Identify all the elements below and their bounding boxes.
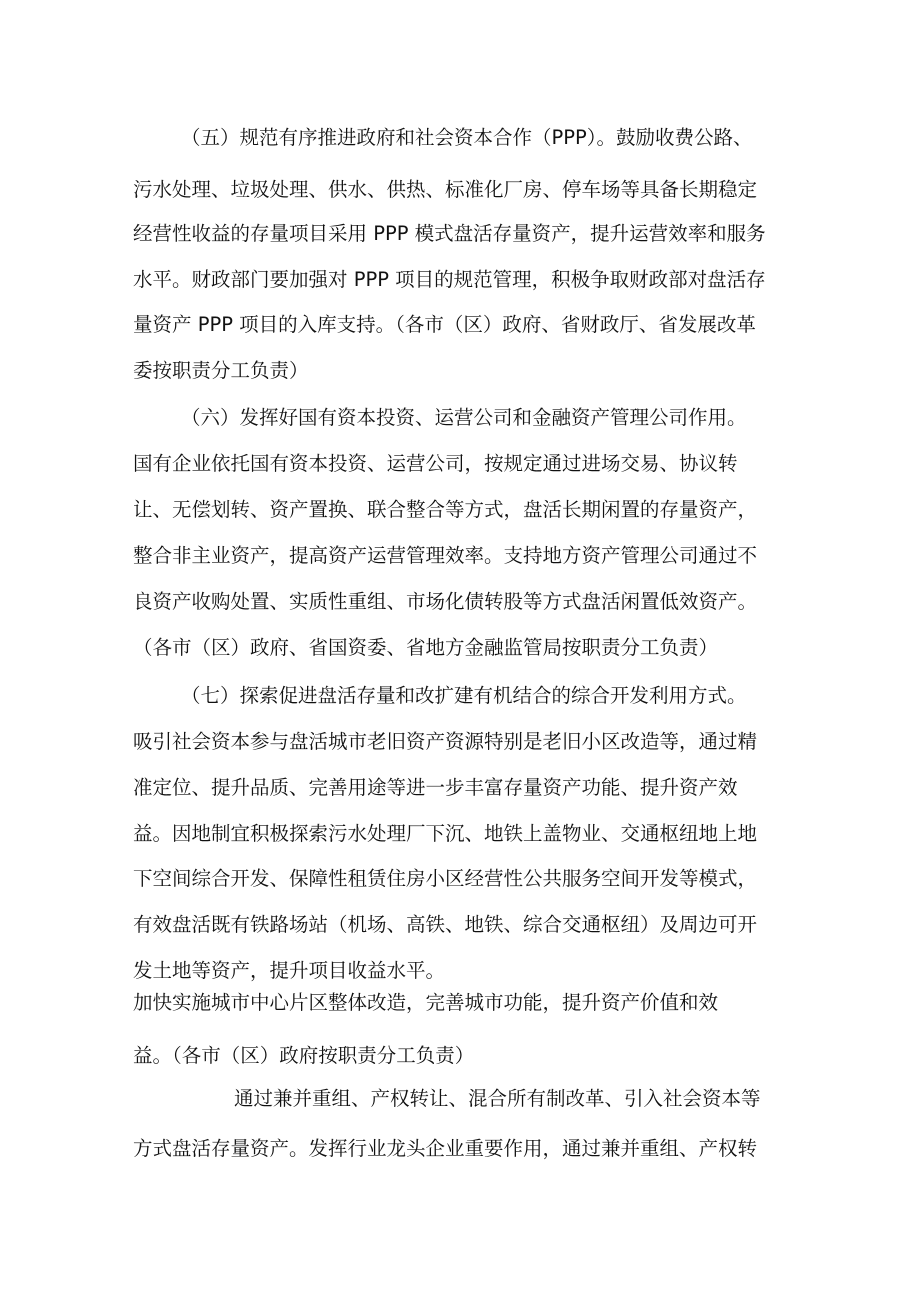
- paragraph-8-line-1: 加快实施城市中心片区整体改造，完善城市功能，提升资产价值和效: [133, 991, 719, 1014]
- paragraph-9-line-2: 方式盘活存量资产。发挥行业龙头企业重要作用，通过兼并重组、产权转: [133, 1137, 758, 1160]
- paragraph-6-line-6: （各市（区）政府、省国资委、省地方金融监管局按职责分工负责）: [133, 636, 719, 659]
- paragraph-6-line-1: （六）发挥好国有资本投资、运营公司和金融资产管理公司作用。: [181, 406, 747, 429]
- paragraph-7-line-7: 发土地等资产，提升项目收益水平。: [133, 959, 446, 982]
- paragraph-5-line-5: 量资产 PPP 项目的入库支持。（各市（区）政府、省财政厅、省发展改革: [133, 313, 756, 336]
- paragraph-7-line-6: 有效盘活既有铁路场站（机场、高铁、地铁、综合交通枢纽）及周边可开: [133, 913, 758, 936]
- paragraph-6-line-2: 国有企业依托国有资本投资、运营公司，按规定通过进场交易、协议转: [133, 452, 738, 475]
- paragraph-6-line-4: 整合非主业资产，提高资产运营管理效率。支持地方资产管理公司通过不: [133, 544, 758, 567]
- paragraph-8-line-2: 益。（各市（区）政府按职责分工负责）: [133, 1044, 475, 1067]
- paragraph-5-line-2: 污水处理、垃圾处理、供水、供热、标准化厂房、停车场等具备长期稳定: [133, 178, 758, 201]
- paragraph-5-line-1: （五）规范有序推进政府和社会资本合作（PPP）。鼓励收费公路、: [181, 126, 753, 149]
- paragraph-5-line-4: 水平。财政部门要加强对 PPP 项目的规范管理，积极争取财政部对盘活存: [133, 268, 766, 291]
- paragraph-6-line-5: 良资产收购处置、实质性重组、市场化债转股等方式盘活闲置低效资产。: [133, 590, 758, 613]
- paragraph-5-line-3: 经营性收益的存量项目采用 PPP 模式盘活存量资产，提升运营效率和服务: [133, 222, 766, 245]
- paragraph-9-line-1: 通过兼并重组、产权转让、混合所有制改革、引入社会资本等: [234, 1087, 761, 1110]
- paragraph-7-line-5: 下空间综合开发、保障性租赁住房小区经营性公共服务空间开发等模式，: [133, 867, 758, 890]
- paragraph-6-line-3: 让、无偿划转、资产置换、联合整合等方式，盘活长期闲置的存量资产，: [133, 498, 758, 521]
- paragraph-7-line-4: 益。因地制宜积极探索污水处理厂下沉、地铁上盖物业、交通枢纽地上地: [133, 822, 758, 845]
- paragraph-7-line-2: 吸引社会资本参与盘活城市老旧资产资源特别是老旧小区改造等，通过精: [133, 730, 758, 753]
- paragraph-7-line-1: （七）探索促进盘活存量和改扩建有机结合的综合开发利用方式。: [181, 684, 747, 707]
- paragraph-7-line-3: 准定位、提升品质、完善用途等进一步丰富存量资产功能、提升资产效: [133, 776, 738, 799]
- paragraph-5-line-6: 委按职责分工负责）: [133, 359, 309, 382]
